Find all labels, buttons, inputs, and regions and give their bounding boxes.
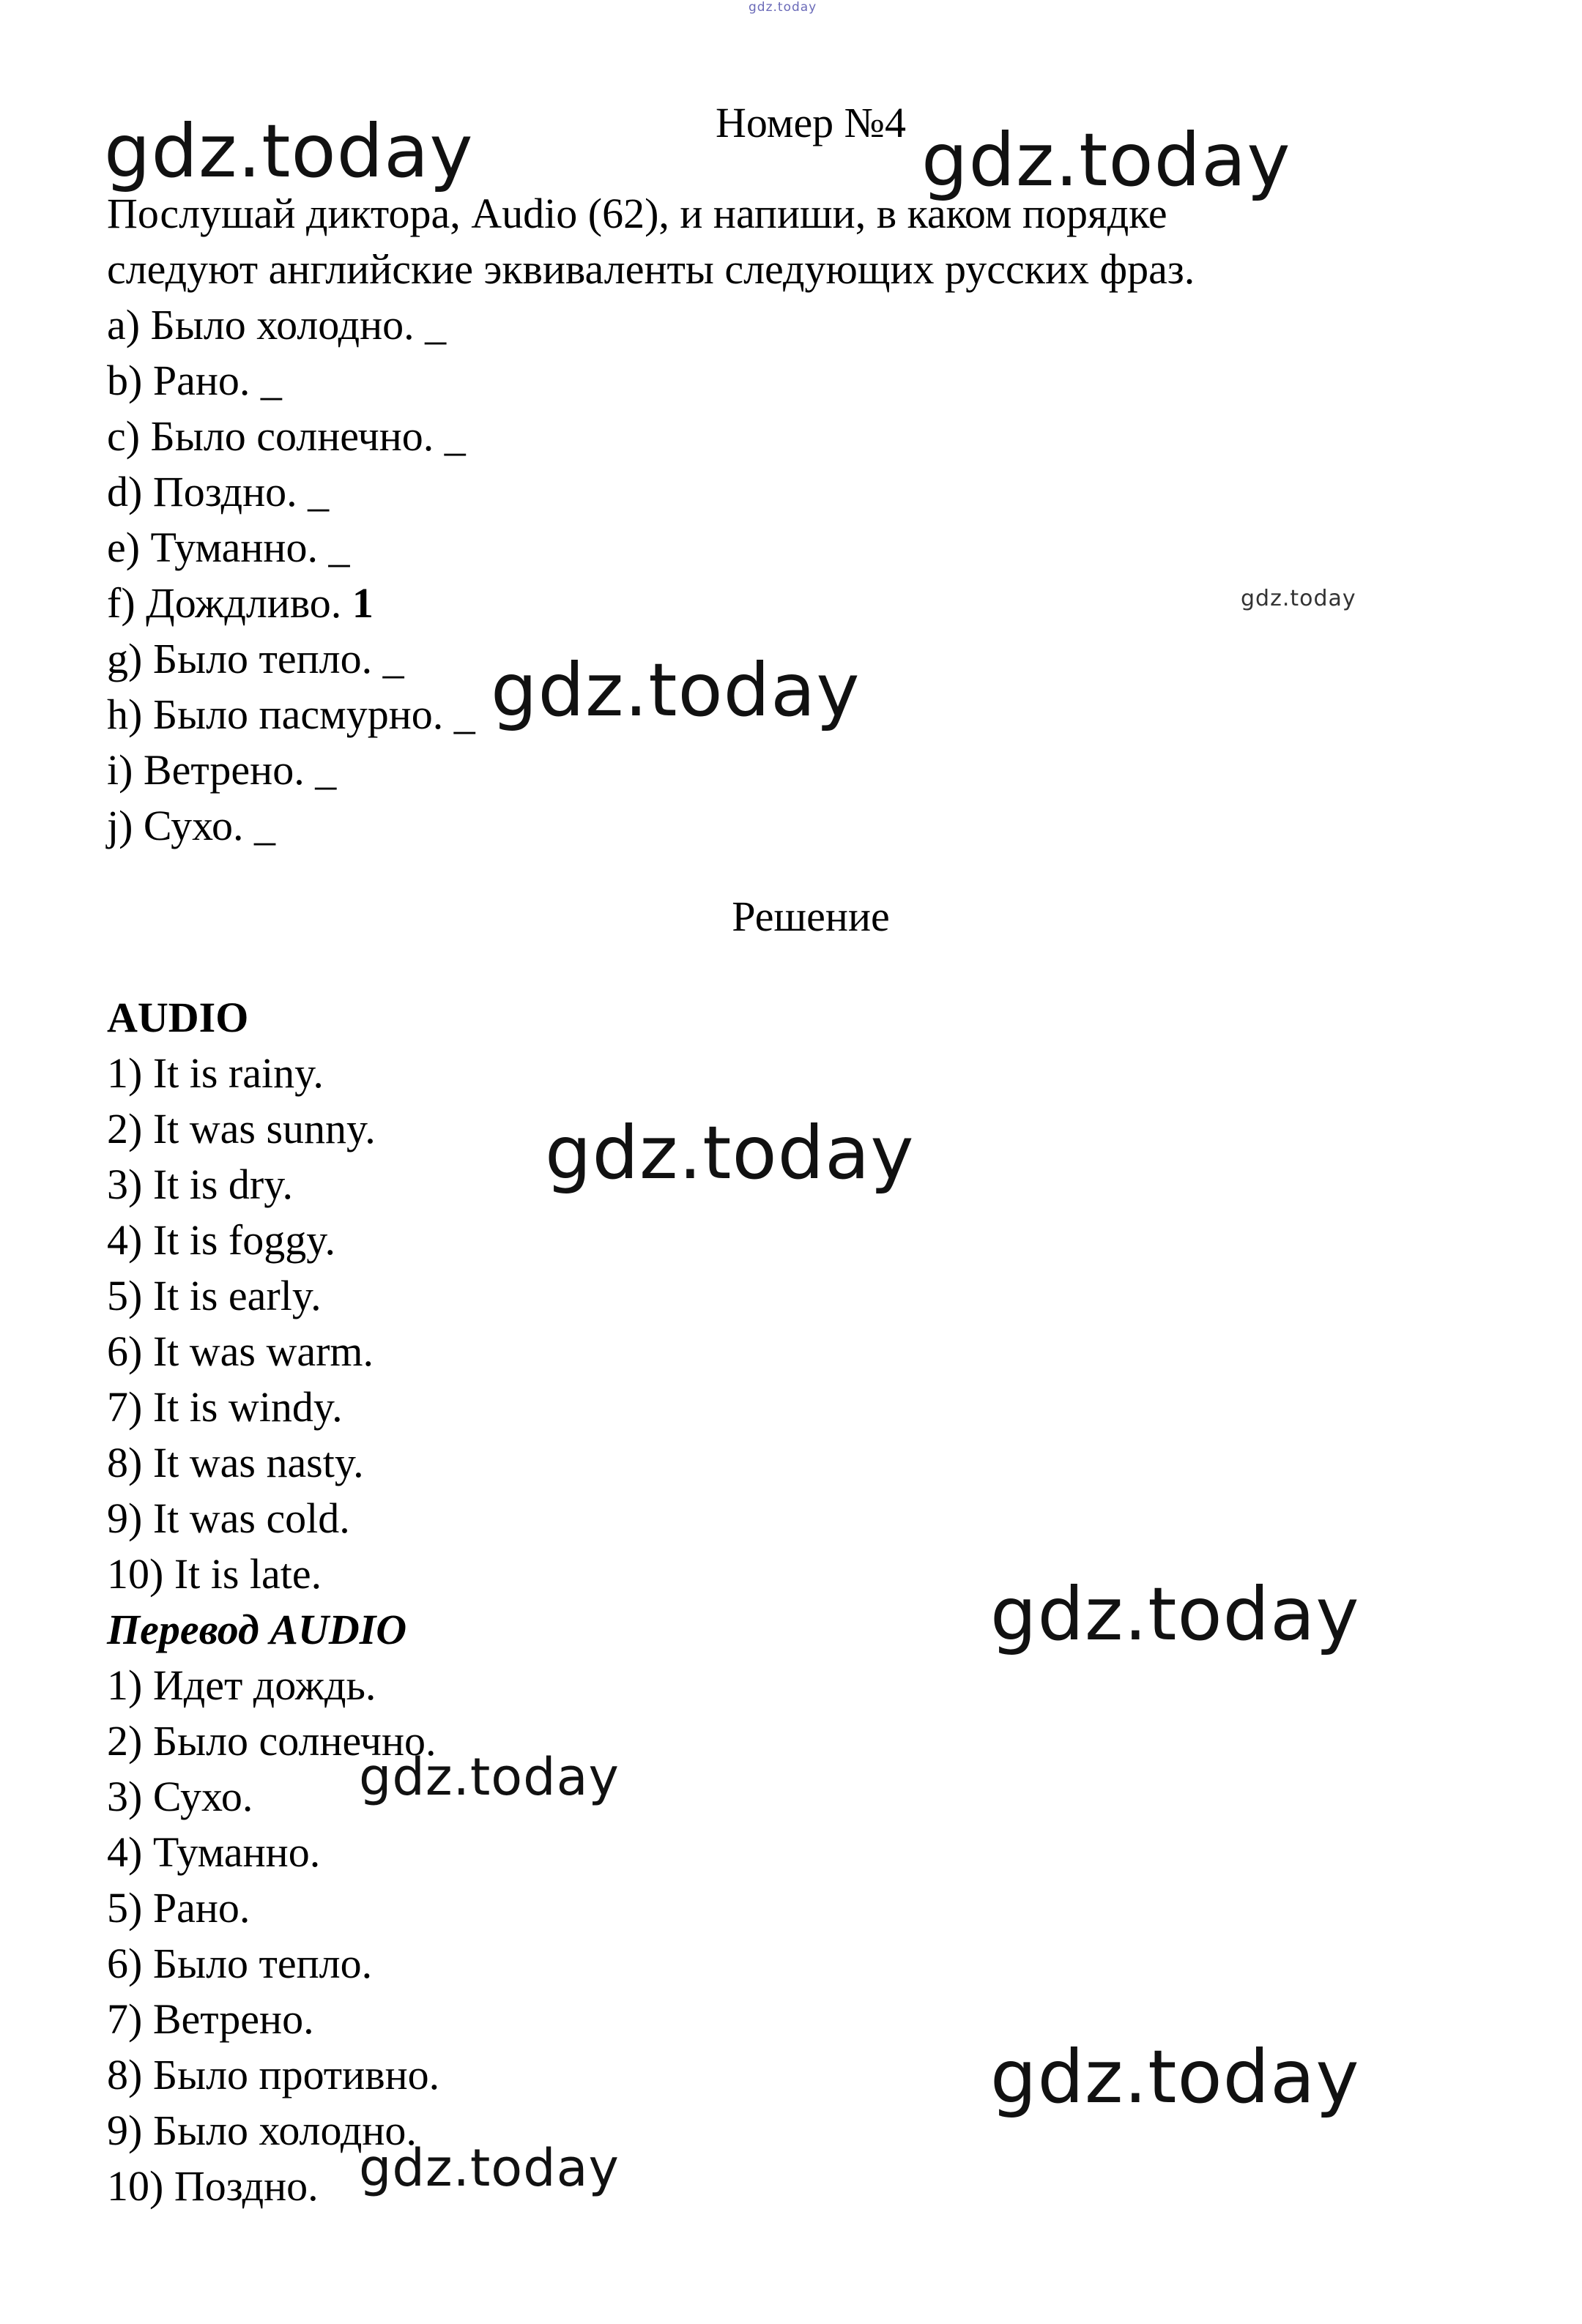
audio-line: 8) It was nasty. <box>107 1439 364 1486</box>
translation-line: 7) Ветрено. <box>107 1995 314 2043</box>
solution-heading: Решение <box>732 893 890 940</box>
audio-line: 9) It was cold. <box>107 1494 350 1542</box>
translation-line: 5) Рано. <box>107 1884 250 1932</box>
task-item: g) Было тепло. _ <box>107 635 404 682</box>
audio-line: 1) It is rainy. <box>107 1049 324 1097</box>
audio-line: 2) It was sunny. <box>107 1105 376 1152</box>
task-item: j) Сухо. _ <box>107 802 275 849</box>
translation-line: 9) Было холодно. <box>107 2107 417 2154</box>
translation-line: 1) Идет дождь. <box>107 1661 376 1709</box>
task-item: c) Было солнечно. _ <box>107 412 466 460</box>
translation-line: 4) Туманно. <box>107 1828 321 1876</box>
audio-heading: AUDIO <box>107 994 249 1041</box>
translation-line: 10) Поздно. <box>107 2162 319 2210</box>
watermark: gdz.today <box>359 2138 620 2198</box>
task-item: i) Ветрено. _ <box>107 746 337 794</box>
audio-line: 3) It is dry. <box>107 1161 293 1208</box>
audio-line: 10) It is late. <box>107 1550 322 1598</box>
intro-line-1: Послушай диктора, Audio (62), и напиши, в каком порядке <box>107 190 1167 237</box>
task-item: d) Поздно. _ <box>107 468 330 515</box>
translation-line: 3) Сухо. <box>107 1773 253 1820</box>
watermark: gdz.today <box>491 647 861 733</box>
translation-line: 6) Было тепло. <box>107 1940 373 1987</box>
page-title: Номер №4 <box>715 99 907 146</box>
task-label: f) Дождливо. <box>107 579 352 627</box>
watermark: gdz.today <box>104 108 474 194</box>
watermark: gdz.today <box>1241 586 1356 611</box>
audio-line: 4) It is foggy. <box>107 1216 335 1264</box>
watermark: gdz.today <box>545 1110 915 1196</box>
watermark: gdz.today <box>990 2034 1360 2120</box>
task-answer: 1 <box>352 579 374 627</box>
watermark: gdz.today <box>990 1571 1360 1657</box>
task-item <box>107 576 374 631</box>
watermark: gdz.today <box>921 117 1291 203</box>
task-item: h) Было пасмурно. _ <box>107 690 475 738</box>
translation-line: 8) Было противно. <box>107 2051 440 2098</box>
task-item: e) Туманно. _ <box>107 524 350 571</box>
task-item: a) Было холодно. _ <box>107 301 447 349</box>
audio-line: 5) It is early. <box>107 1272 322 1319</box>
audio-line: 6) It was warm. <box>107 1327 374 1375</box>
watermark: gdz.today <box>359 1747 620 1807</box>
watermark-top: gdz.today <box>749 0 817 15</box>
task-item: b) Рано. _ <box>107 357 282 404</box>
translation-heading: Перевод AUDIO <box>107 1606 407 1653</box>
audio-line: 7) It is windy. <box>107 1383 343 1431</box>
intro-line-2: следуют английские эквиваленты следующих русских фраз. <box>107 245 1195 293</box>
translation-line: 2) Было солнечно. <box>107 1717 437 1765</box>
